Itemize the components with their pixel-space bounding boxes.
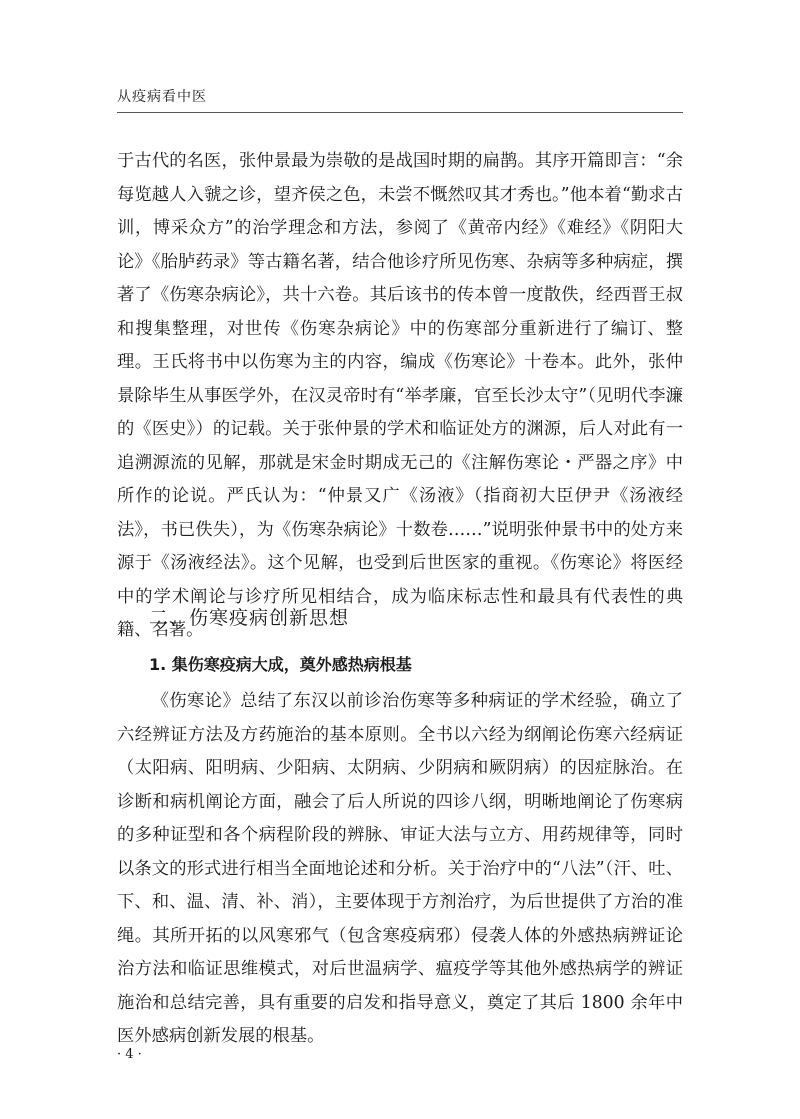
running-header: 从疫病看中医 xyxy=(117,89,207,105)
body-paragraph-2: 《伤寒论》总结了东汉以前诊治伤寒等多种病证的学术经验，确立了六经辨证方法及方药施治的基本原则。全书以六经为纲阐论伤寒六经病证（太阳病、阳明病、少阳病、太阴病、少阴病和厥阴病）的因症脉治。在诊断和病机阐论方面，融会了后人所说的四诊八纲，明晰地阐论了伤寒病的多种证型和各个病程阶段的辨脉、审证大法与立方、用药规律等，同时以条文的形式进行相当全面地论述和分析。关于治疗中的“八法”（汗、吐、下、和、温、清、补、消），主要体现于方剂治疗，为后世提供了方治的准绳。其所开拓的以风寒邪气（包含寒疫病邪）侵袭人体的外感热病辨证论治方法和临证思维模式，对后世温病学、瘟疫学等其他外感热病学的辨证施治和总结完善，具有重要的启发和指导意义，奠定了其后 1800 余年中医外感病创新发展的根基。 xyxy=(117,691,683,1046)
page-number: · 4 · xyxy=(117,1047,142,1062)
sub-heading: 1. 集伤寒疫病大成，奠外感热病根基 xyxy=(149,655,412,674)
body-paragraph-1: 于古代的名医，张仲景最为崇敬的是战国时期的扁鹊。其序开篇即言：“余每览越人入虢之诊，望齐侯之色，未尝不慨然叹其才秀也。”他本着“勤求古训，博采众方”的治学理念和方法，参阅了《黄帝内经》《难经》《阴阳大论》《胎胪药录》等古籍名著，结合他诊疗所见伤寒、杂病等多种病症，撰著了《伤寒杂病论》，共十六卷。其后该书的传本曾一度散佚，经西晋王叔和搜集整理，对世传《伤寒杂病论》中的伤寒部分重新进行了编订、整理。王氏将书中以伤寒为主的内容，编成《伤寒论》十卷本。此外，张仲景除毕生从事医学外，在汉灵帝时有“举孝廉，官至长沙太守”（见明代李濂的《医史》）的记载。关于张仲景的学术和临证处方的渊源，后人对此有一追溯源流的见解，那就是宋金时期成无己的《注解伤寒论・严器之序》中所作的论说。严氏认为：“仲景又广《汤液》（指商初大臣伊尹《汤液经法》，书已佚失），为《伤寒杂病论》十数卷……”说明张仲景书中的处方来源于《汤液经法》。这个见解，也受到后世医家的重视。《伤寒论》将医经中的学术阐论与诊疗所见相结合，成为临床标志性和最具有代表性的典籍、名著。 xyxy=(117,151,683,640)
header-divider xyxy=(117,112,683,113)
section-heading: 二、伤寒疫病创新思想 xyxy=(149,607,350,629)
